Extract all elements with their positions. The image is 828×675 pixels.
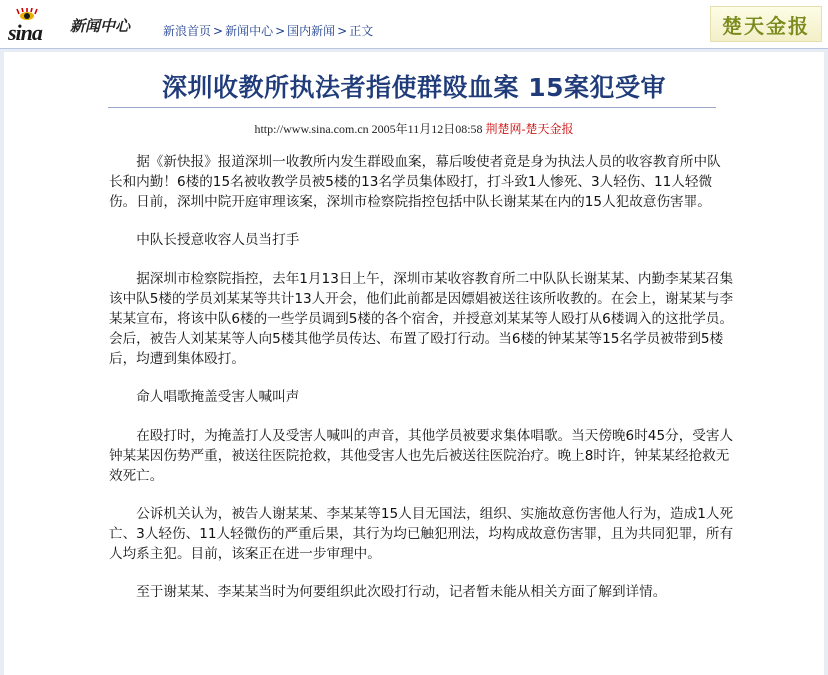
article-title: 深圳收教所执法者指使群殴血案 15案犯受审 bbox=[162, 73, 666, 102]
breadcrumb bbox=[163, 22, 373, 39]
breadcrumb-news-center[interactable]: 新闻中心 bbox=[225, 24, 274, 38]
breadcrumb-current: 正文 bbox=[349, 24, 374, 38]
partner-logo[interactable]: 楚天金报 bbox=[710, 6, 822, 42]
article-paragraph: 在殴打时，为掩盖打人及受害人喊叫的声音，其他学员被要求集体唱歌。当天傍晚6时45分，受害人钟某某因伤势严重，被送往医院抢救，其他受害人也先后被送往医院治疗。晚上8时许，钟某某经抢救无效死亡。 bbox=[109, 428, 734, 484]
breadcrumb-separator: > bbox=[213, 24, 224, 38]
article-paragraph: 据深圳市检察院指控，去年1月13日上午，深圳市某收容教育所二中队队长谢某某、内勤李某某召集该中队5楼的学员刘某某等共计13人开会，他们此前都是因嫖娼被送往该所收教的。在会上，谢某某与李某某宣布，将该中队6楼的一些学员调到5楼的各个宿舍，并授意刘某某等人殴打从6楼调入的这批学员。会后，被告人刘某某等人向5楼其他学员传达、布置了殴打行动。当6楼的钟某某等15名学员被带到5楼后，均遭到集体殴打。 bbox=[109, 271, 734, 367]
sina-eye-icon bbox=[16, 8, 38, 20]
article-subheading: 中队长授意收容人员当打手 bbox=[136, 232, 300, 248]
article-container bbox=[4, 52, 824, 675]
breadcrumb-separator: > bbox=[337, 24, 348, 38]
site-header bbox=[0, 0, 828, 49]
article-subheading: 命人唱歌掩盖受害人喊叫声 bbox=[136, 389, 300, 405]
breadcrumb-sina-home[interactable]: 新浪首页 bbox=[163, 24, 212, 38]
sina-logo-text: sina bbox=[8, 20, 42, 45]
title-divider bbox=[108, 107, 716, 108]
meta-source-link[interactable]: 荆楚网-楚天金报 bbox=[485, 122, 574, 136]
article-meta bbox=[4, 120, 824, 137]
meta-url: http://www.sina.com.cn bbox=[254, 122, 369, 136]
article-body bbox=[109, 152, 734, 620]
breadcrumb-separator: > bbox=[275, 24, 286, 38]
article-paragraph: 公诉机关认为，被告人谢某某、李某某等15人目无国法，组织、实施故意伤害他人行为，造成1人死亡、3人轻伤、11人轻微伤的严重后果，其行为均已触犯刑法，均构成故意伤害罪，且为共同犯罪，所有人均系主犯。目前，该案正在进一步审理中。 bbox=[109, 506, 734, 562]
breadcrumb-domestic-news[interactable]: 国内新闻 bbox=[287, 24, 336, 38]
article-paragraph: 至于谢某某、李某某当时为何要组织此次殴打行动，记者暂未能从相关方面了解到详情。 bbox=[136, 584, 667, 600]
article-paragraph: 据《新快报》报道深圳一收教所内发生群殴血案，幕后唆使者竟是身为执法人员的收容教育所中队长和内勤！6楼的15名被收教学员被5楼的13名学员集体殴打，打斗致1人惨死、3人轻伤、11人轻微伤。日前，深圳中院开庭审理该案，深圳市检察院指控包括中队长谢某某在内的15人犯故意伤害罪。 bbox=[109, 154, 721, 210]
meta-date: 2005年11月12日08:58 bbox=[371, 122, 483, 136]
sina-logo[interactable] bbox=[8, 8, 66, 45]
section-title: 新闻中心 bbox=[70, 17, 131, 35]
